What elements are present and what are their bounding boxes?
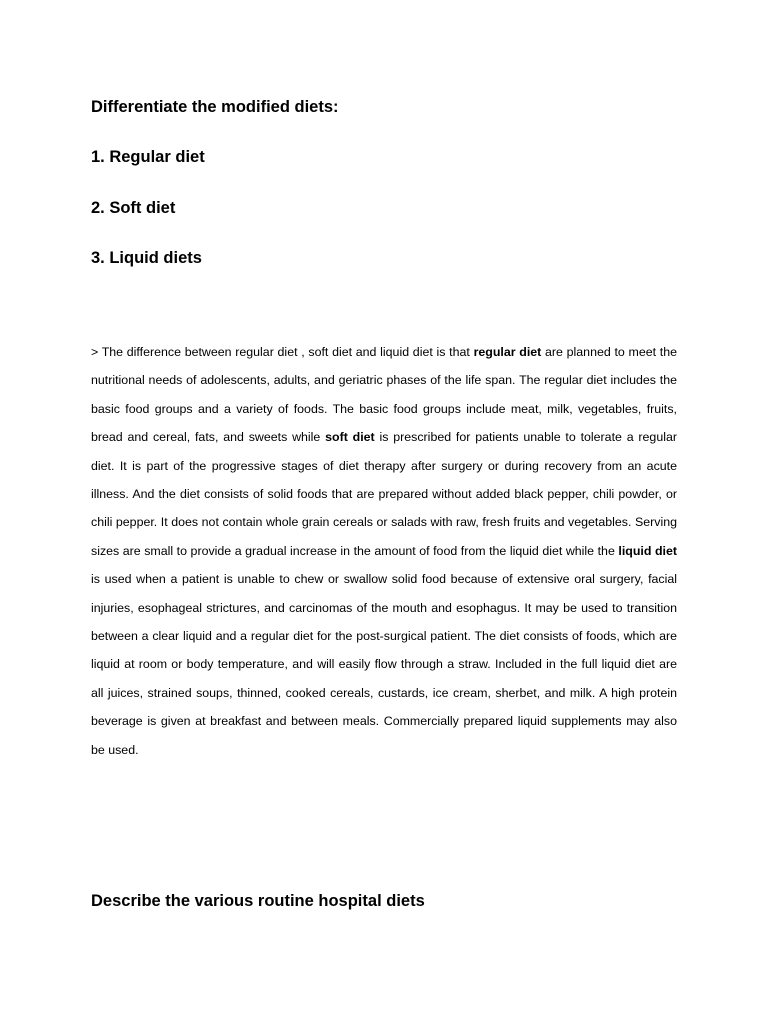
term-soft-diet: soft diet — [325, 430, 375, 445]
answer-prefix: > The difference between regular diet , soft diet and liquid diet is that — [91, 345, 474, 359]
term-liquid-diet: liquid diet — [618, 543, 677, 558]
list-item-regular-diet: 1. Regular diet — [91, 148, 205, 166]
answer-regular-text: are planned to meet the nutritional needs of adolescents, adults, and geriatric phases of the life span. The regular diet includes the basic food groups and a variety of foods. The basic food groups include meat, milk, vegetables, fruits, bread and cereal, fats, and sweets while — [91, 345, 678, 445]
answer-soft-text: is prescribed for patients unable to tolerate a regular diet. It is part of the progressive stages of diet therapy after surgery or during recovery from an acute illness. And the diet consists of solid foods that are prepared without added black pepper, chili powder, or chili pepper. It does not contain whole grain cereals or salads with raw, fresh fruits and vegetables. Serving sizes are small to provide a gradual increase in the amount of food from the liquid diet while the — [91, 430, 677, 558]
answer-paragraph — [91, 338, 677, 764]
list-item-soft-diet: 2. Soft diet — [91, 199, 176, 217]
question-title: Differentiate the modified diets: — [91, 98, 339, 116]
next-question-title: Describe the various routine hospital diets — [91, 892, 425, 910]
term-regular-diet: regular diet — [473, 345, 542, 359]
list-item-liquid-diets: 3. Liquid diets — [91, 249, 202, 267]
answer-liquid-text: is used when a patient is unable to chew or swallow solid food because of extensive oral surgery, facial injuries, esophageal strictures, and carcinomas of the mouth and esophagus. It may be used to transition between a clear liquid and a regular diet for the post-surgical patient. The diet consists of foods, which are liquid at room or body temperature, and will easily flow through a straw. Included in the full liquid diet are all juices, strained soups, thinned, cooked cereals, custards, ice cream, sherbet, and milk. A high protein beverage is given at breakfast and between meals. Commercially prepared liquid supplements may also be used. — [91, 572, 677, 757]
